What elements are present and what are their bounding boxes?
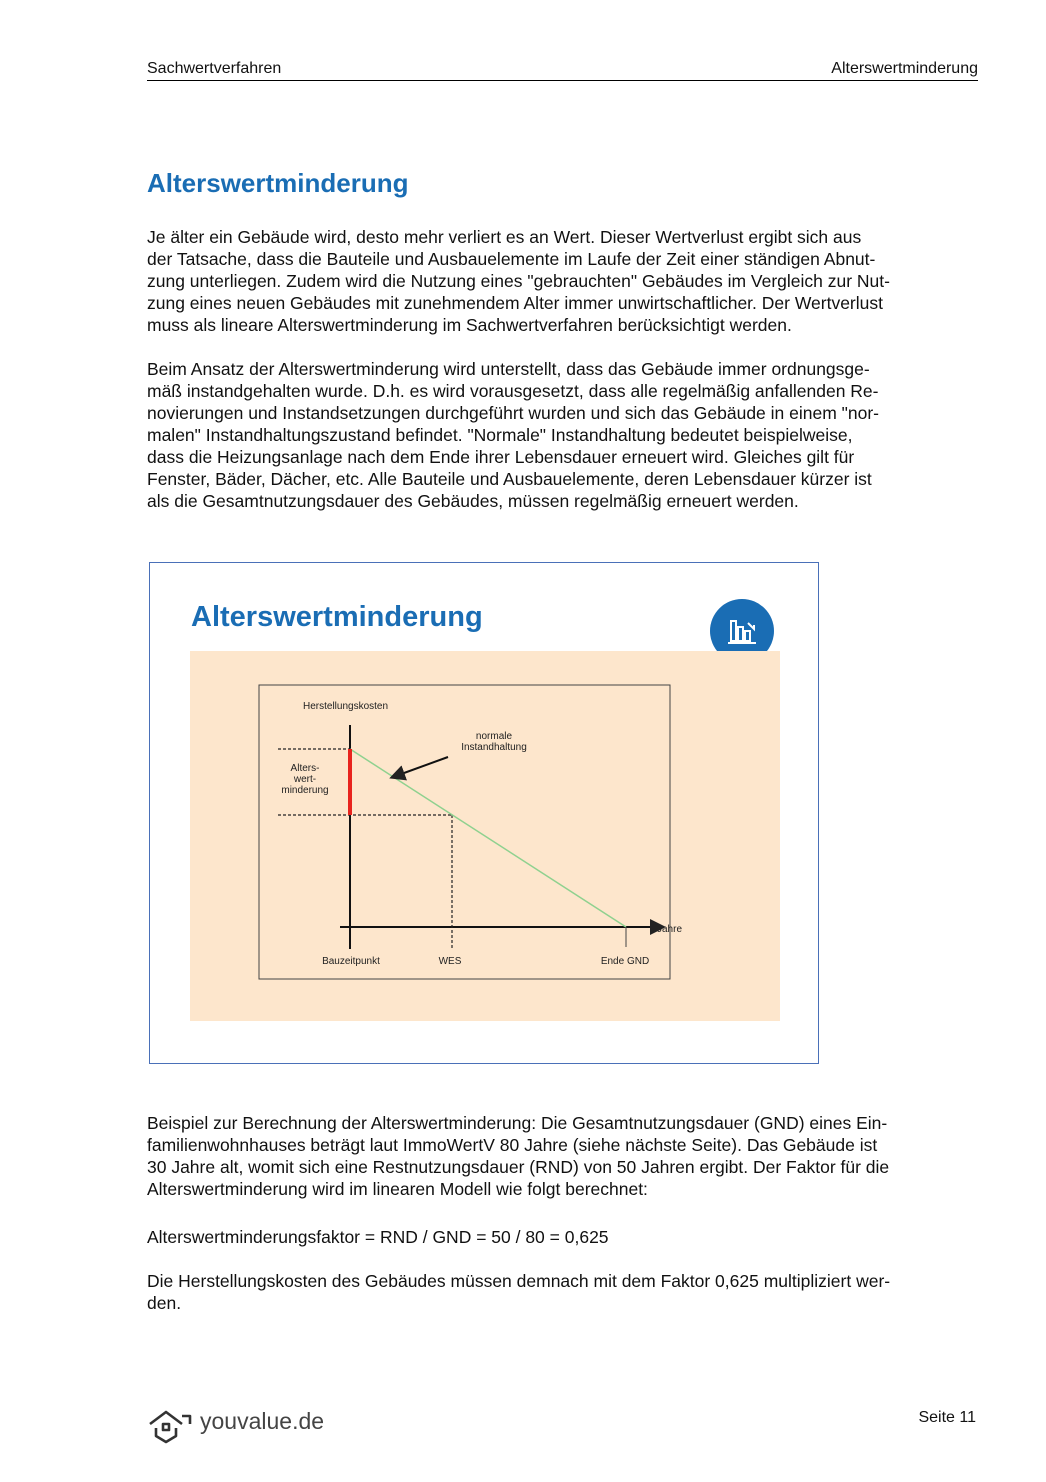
x-tick-label: WES	[438, 956, 462, 967]
depreciation-label: wert-	[293, 774, 317, 785]
header-section-title: Sachwertverfahren	[147, 60, 282, 77]
text-line: muss als lineare Alterswertminderung im Sachwertverfahren berücksichtigt werden.	[147, 315, 792, 335]
depreciation-figure	[149, 562, 819, 1064]
text-line: malen" Instandhaltungszustand befindet. "Normale" Instandhaltung bedeutet beispielweise,	[147, 425, 853, 445]
text-line: als die Gesamtnutzungsdauer des Gebäudes, müssen regelmäßig erneuert werden.	[147, 491, 799, 511]
text-line: Alterswertminderung wird im linearen Modell wie folgt berechnet:	[147, 1179, 648, 1199]
annotation-arrow	[393, 757, 448, 777]
diagram-frame	[259, 685, 670, 979]
x-axis-label: Jahre	[657, 924, 683, 935]
diagram-panel	[190, 651, 780, 1021]
footer-logo	[146, 1404, 346, 1444]
text-line: familienwohnhauses beträgt laut ImmoWertV 80 Jahre (siehe nächste Seite). Das Gebäude ist	[147, 1135, 878, 1155]
text-line: 30 Jahre alt, womit sich eine Restnutzungsdauer (RND) von 50 Jahren ergibt. Der Faktor für die	[147, 1157, 890, 1177]
text-line: mäß instandgehalten wurde. D.h. es wird vorausgesetzt, dass alle regelmäßig anfallenden Re-	[147, 381, 879, 401]
maintenance-paragraph	[147, 358, 987, 512]
text-line: zung eines neuen Gebäudes mit zunehmendem Alter immer unwirtschaftlicher. Der Wertverlust	[147, 293, 883, 313]
example-paragraph	[147, 1112, 987, 1200]
text-line: Beim Ansatz der Alterswertminderung wird unterstellt, dass das Gebäude immer ordnungsge-	[147, 359, 870, 379]
logo-text: youvalue.de	[200, 1408, 325, 1434]
x-tick-label: Bauzeitpunkt	[322, 956, 380, 967]
y-axis-label: Herstellungskosten	[303, 701, 389, 712]
page-number: Seite 11	[918, 1409, 976, 1426]
header-chapter-title: Alterswertminderung	[831, 60, 978, 77]
text-line: novierungen und Instandsetzungen durchgeführt wurden und sich das Gebäude in einem "nor-	[147, 403, 879, 423]
depreciation-label: minderung	[281, 785, 329, 796]
conclusion-paragraph	[147, 1270, 987, 1314]
house-logo-icon	[146, 1404, 198, 1444]
page-header	[147, 58, 978, 81]
depreciation-label: Alters-	[290, 763, 320, 774]
intro-paragraph	[147, 226, 987, 336]
line-label: normale	[475, 731, 513, 742]
text-line: Je älter ein Gebäude wird, desto mehr verliert es an Wert. Dieser Wertverlust ergibt sich aus	[147, 227, 862, 247]
line-label: Instandhaltung	[461, 742, 527, 753]
text-line: dass die Heizungsanlage nach dem Ende ihrer Lebensdauer erneuert wird. Gleiches gilt für	[147, 447, 855, 467]
text-line: den.	[147, 1293, 182, 1313]
text-line: Fenster, Bäder, Dächer, etc. Alle Bauteile und Ausbauelemente, deren Lebensdauer kürzer ist	[147, 469, 872, 489]
text-line: Die Herstellungskosten des Gebäudes müssen demnach mit dem Faktor 0,625 multipliziert wer-	[147, 1271, 891, 1291]
text-line: Beispiel zur Berechnung der Alterswertminderung: Die Gesamtnutzungsdauer (GND) eines Ein-	[147, 1113, 888, 1133]
text-line: zung unterliegen. Zudem wird die Nutzung eines "gebrauchten" Gebäudes im Vergleich zur Nut-	[147, 271, 890, 291]
page-title: Alterswertminderung	[147, 168, 409, 198]
text-line: der Tatsache, dass die Bauteile und Ausbauelemente im Laufe der Zeit einer ständigen Abnut-	[147, 249, 876, 269]
figure-title: Alterswertminderung	[191, 601, 483, 633]
formula-text: Alterswertminderungsfaktor = RND / GND = 50 / 80 = 0,625	[147, 1227, 609, 1247]
formula-line	[147, 1226, 987, 1248]
value-line	[350, 749, 626, 927]
x-tick-label: Ende GND	[600, 956, 650, 967]
